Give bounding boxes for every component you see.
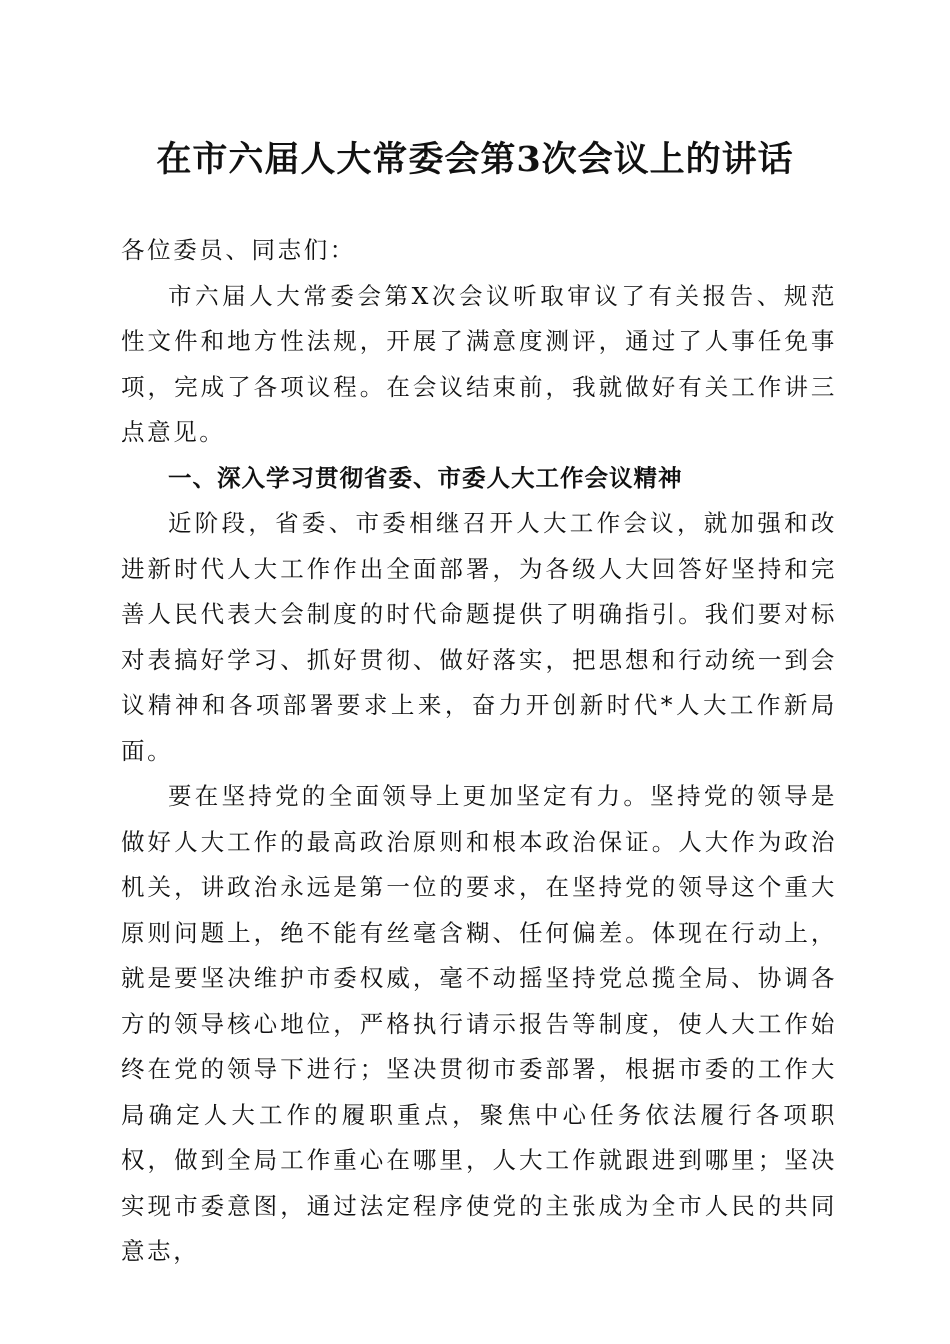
document-body	[121, 228, 837, 1275]
intro-paragraph: 市六届人大常委会第X次会议听取审议了有关报告、规范性文件和地方性法规，开展了满意度测评，通过了人事任免事项，完成了各项议程。在会议结束前，我就做好有关工作讲三点意见。	[121, 281, 837, 446]
page-title: 在市六届人大常委会第3次会议上的讲话	[156, 139, 794, 180]
section-paragraph: 要在坚持党的全面领导上更加坚定有力。坚持党的领导是做好人大工作的最高政治原则和根本政治保证。人大作为政治机关，讲政治永远是第一位的要求，在坚持党的领导这个重大原则问题上，绝不能有丝毫含糊、任何偏差。体现在行动上，就是要坚决维护市委权威，毫不动摇坚持党总揽全局、协调各方的领导核心地位，严格执行请示报告等制度，使人大工作始终在党的领导下进行；坚决贯彻市委部署，根据市委的工作大局确定人大工作的履职重点，聚焦中心任务依法履行各项职权，做到全局工作重心在哪里，人大工作就跟进到哪里；坚决实现市委意图，通过法定程序使党的主张成为全市人民的共同意志，	[121, 782, 837, 1265]
salutation: 各位委员、同志们：	[121, 236, 356, 264]
section-paragraph: 近阶段，省委、市委相继召开人大工作会议，就加强和改进新时代人大工作作出全面部署，为各级人大回答好坚持和完善人民代表大会制度的时代命题提供了明确指引。我们要对标对表搞好学习、抓好贯彻、做好落实，把思想和行动统一到会议精神和各项部署要求上来，奋力开创新时代*人大工作新局面。	[121, 509, 837, 765]
section-heading: 一、深入学习贯彻省委、市委人大工作会议精神	[168, 463, 683, 492]
